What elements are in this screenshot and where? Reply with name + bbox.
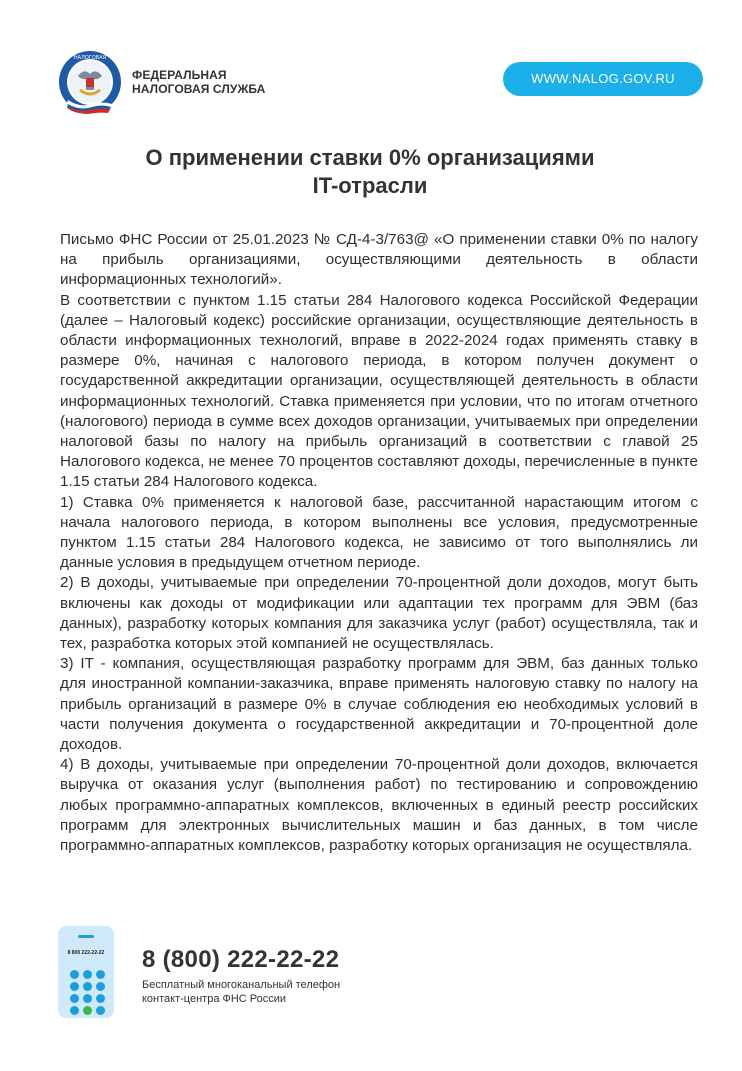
page-header [0, 0, 742, 120]
emblem-lettering: НАЛОГОВАЯ [73, 55, 107, 61]
phone-screen-number: 8 800 222-22-22 [67, 950, 105, 956]
document-body [60, 230, 698, 856]
org-name-line1: ФЕДЕРАЛЬНАЯ [132, 68, 227, 82]
hotline-number[interactable]: 8 (800) 222-22-22 [142, 946, 340, 973]
hotline-desc-line2: контакт-центра ФНС России [142, 993, 287, 1005]
paragraph-item-1: 1) Ставка 0% применяется к налоговой базе, рассчитанной нарастающим итогом с начала налогового периода, в котором выполнены все условия, предусмотренные пунктом 1.15 статьи 284 Налогового кодекса, не зависимо от того выполнялись ли данные условия в предыдущем отчетном периоде. [60, 493, 698, 572]
keypad-dot [96, 1006, 105, 1015]
org-name [132, 68, 265, 96]
keypad-dot [83, 982, 92, 991]
paragraph-main: В соответствии с пунктом 1.15 статьи 284 Налогового кодекса Российской Федерации (далее – Налоговый кодекс) российские организации, осуществляющие деятельность в области информационных технологий, вправе в 2022-2024 годах применять ставку в размере 0%, начиная с налогового периода, в котором получен документ о государственной аккредитации организации, осуществляющей деятельность в области информационных технологий. Ставка применяется при условии, что по итогам отчетного (налогового) периода в сумме всех доходов организации, учитываемых при определении налоговой базы по налогу на прибыль организаций в соответствии с главой 25 Налогового кодекса, не менее 70 процентов составляют доходы, перечисленные в пункте 1.15 статьи 284 Налогового кодекса. [60, 291, 698, 491]
phone-keypad [70, 970, 104, 1015]
hotline-desc-line1: Бесплатный многоканальный телефон [142, 979, 341, 991]
keypad-dot [83, 994, 92, 1003]
paragraph-item-3: 3) IT - компания, осуществляющая разработку программ для ЭВМ, баз данных только для иностранной компании-заказчика, вправе применять налоговую ставку по налогу на прибыль организаций в размере 0% в случае соблюдения ею необходимых условий в части получения документа о государственной аккредитации и 70-процентной доле доходов. [60, 655, 698, 754]
keypad-dot [70, 994, 79, 1003]
keypad-dot [96, 970, 105, 979]
phone-speaker-bar [78, 935, 94, 938]
keypad-dot-green [83, 1006, 92, 1015]
fns-emblem-logo [58, 50, 122, 114]
keypad-dot [83, 970, 92, 979]
page-footer [0, 920, 742, 1030]
keypad-dot [96, 982, 105, 991]
paragraph-item-4: 4) В доходы, учитываемые при определении 70-процентной доли доходов, включается выручка от оказания услуг (выполнения работ) по тестированию и сопровождению любых программно-аппаратных комплексов, включенных в единый реестр российских программ для электронных вычислительных машин и баз данных, в том числе программно-аппаратных комплексов, разработку которых организация не осуществляла. [60, 756, 698, 855]
title-line2: IT-отрасли [312, 173, 428, 198]
paragraph-item-2: 2) В доходы, учитываемые при определении 70-процентной доли доходов, могут быть включены как доходы от модификации или адаптации тех программ для ЭВМ (баз данных), разработку которых компания для заказчика услуг (работ) осуществляла, так и тех, разработка которых этой компанией не осуществлялась. [60, 574, 698, 653]
title-line1: О применении ставки 0% организациями [145, 145, 595, 170]
hotline-description [142, 978, 340, 1006]
keypad-dot [96, 994, 105, 1003]
keypad-dot [70, 970, 79, 979]
phone-icon [58, 926, 114, 1018]
org-name-line2: НАЛОГОВАЯ СЛУЖБА [132, 82, 266, 96]
paragraph-letter-reference: Письмо ФНС России от 25.01.2023 № СД-4-3/763@ «О применении ставки 0% по налогу на прибыль организациями, осуществляющими деятельность в области информационных технологий». [60, 231, 698, 289]
website-link-button[interactable]: WWW.NALOG.GOV.RU [503, 62, 703, 96]
keypad-dot [70, 1006, 79, 1015]
page-title [60, 144, 680, 200]
keypad-dot [70, 982, 79, 991]
